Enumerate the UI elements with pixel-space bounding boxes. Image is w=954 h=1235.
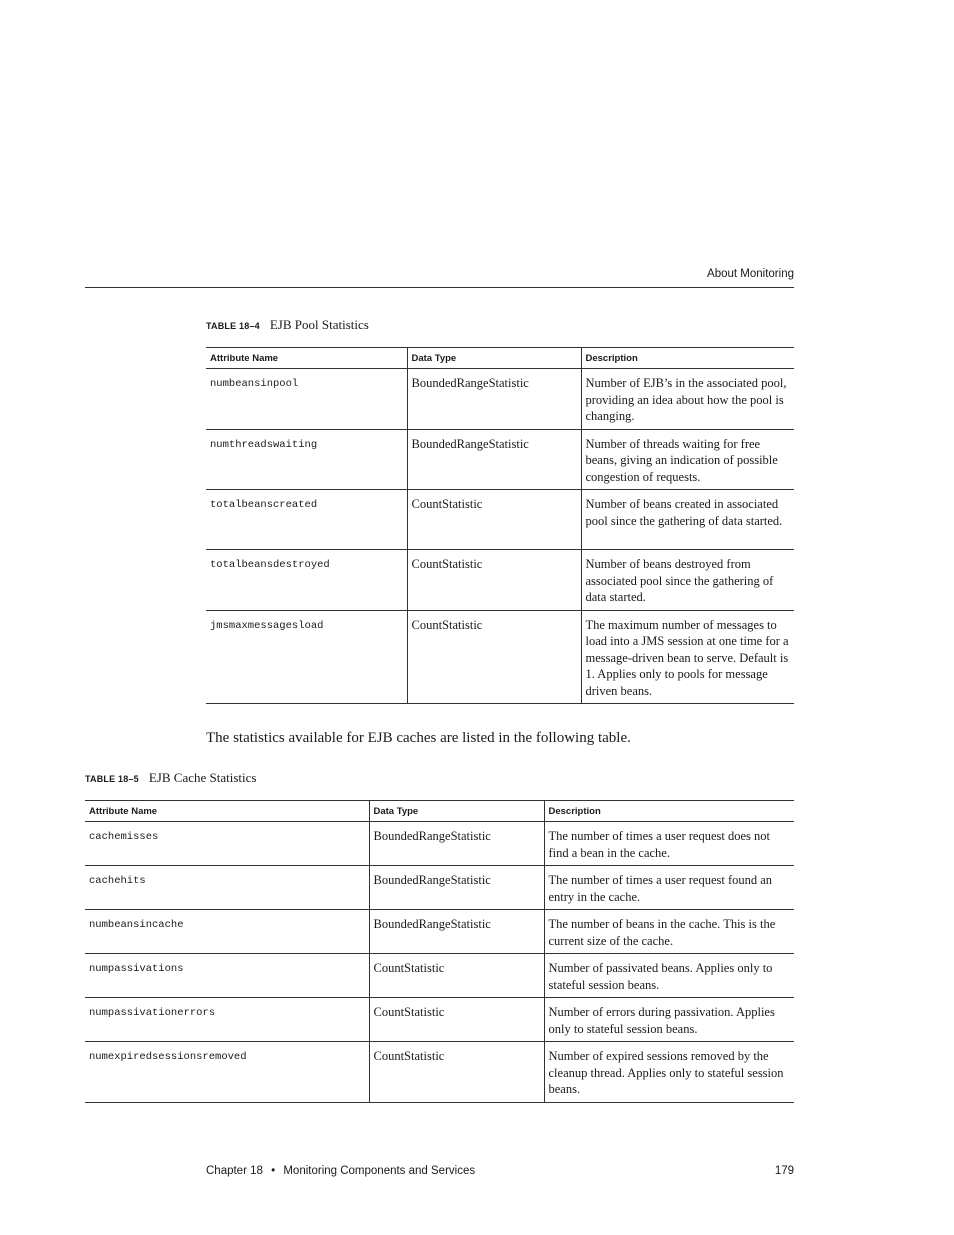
column-header: Data Type bbox=[407, 348, 581, 369]
ejb-cache-statistics-table bbox=[85, 800, 794, 1103]
table-header-row bbox=[85, 801, 794, 822]
data-type-cell: BoundedRangeStatistic bbox=[407, 369, 581, 430]
page-number: 179 bbox=[774, 1165, 794, 1177]
table-row bbox=[206, 369, 794, 430]
data-type-cell: BoundedRangeStatistic bbox=[369, 910, 544, 954]
column-header: Attribute Name bbox=[206, 348, 407, 369]
description-cell: Number of EJB’s in the associated pool, providing an idea about how the pool is changing. bbox=[581, 369, 794, 430]
description-cell: The maximum number of messages to load into a JMS session at one time for a message-driven bean to serve. Default is 1. Applies only to pools for message driven beans. bbox=[581, 610, 794, 704]
running-head: About Monitoring bbox=[85, 268, 794, 288]
description-cell: Number of errors during passivation. Applies only to stateful session beans. bbox=[544, 998, 794, 1042]
body-paragraph: The statistics available for EJB caches are listed in the following table. bbox=[206, 730, 631, 746]
attribute-name-cell: cachemisses bbox=[85, 822, 369, 866]
table-label: TABLE 18–4 bbox=[206, 321, 260, 331]
attribute-name-cell: numpassivations bbox=[85, 954, 369, 998]
description-cell: Number of beans created in associated pool since the gathering of data started. bbox=[581, 490, 794, 550]
table-row bbox=[206, 429, 794, 490]
description-cell: The number of times a user request does not find a bean in the cache. bbox=[544, 822, 794, 866]
attribute-name-cell: numbeansinpool bbox=[206, 369, 407, 430]
data-type-cell: BoundedRangeStatistic bbox=[369, 866, 544, 910]
description-cell: The number of beans in the cache. This is the current size of the cache. bbox=[544, 910, 794, 954]
table-row bbox=[85, 998, 794, 1042]
table-title: EJB Pool Statistics bbox=[269, 317, 369, 332]
footer-chapter: Chapter 18 bbox=[206, 1165, 263, 1177]
description-cell: Number of expired sessions removed by the cleanup thread. Applies only to stateful session beans. bbox=[544, 1042, 794, 1103]
table-row bbox=[85, 954, 794, 998]
column-header: Data Type bbox=[369, 801, 544, 822]
attribute-name-cell: numbeansincache bbox=[85, 910, 369, 954]
data-type-cell: CountStatistic bbox=[407, 610, 581, 704]
table-title: EJB Cache Statistics bbox=[148, 770, 257, 785]
description-cell: Number of threads waiting for free beans, giving an indication of possible congestion of requests. bbox=[581, 429, 794, 490]
column-header: Description bbox=[544, 801, 794, 822]
footer-chapter-title: Monitoring Components and Services bbox=[283, 1165, 476, 1177]
data-type-cell: BoundedRangeStatistic bbox=[369, 822, 544, 866]
description-cell: Number of beans destroyed from associated pool since the gathering of data started. bbox=[581, 550, 794, 611]
page-footer bbox=[206, 1165, 475, 1177]
data-type-cell: CountStatistic bbox=[369, 1042, 544, 1103]
table-row bbox=[85, 910, 794, 954]
table-header-row bbox=[206, 348, 794, 369]
attribute-name-cell: numthreadswaiting bbox=[206, 429, 407, 490]
column-header: Description bbox=[581, 348, 794, 369]
table-row bbox=[85, 822, 794, 866]
column-header: Attribute Name bbox=[85, 801, 369, 822]
data-type-cell: CountStatistic bbox=[407, 550, 581, 611]
data-type-cell: CountStatistic bbox=[407, 490, 581, 550]
attribute-name-cell: totalbeanscreated bbox=[206, 490, 407, 550]
ejb-pool-statistics-table bbox=[206, 347, 794, 704]
attribute-name-cell: numexpiredsessionsremoved bbox=[85, 1042, 369, 1103]
table-row bbox=[85, 866, 794, 910]
attribute-name-cell: totalbeansdestroyed bbox=[206, 550, 407, 611]
attribute-name-cell: cachehits bbox=[85, 866, 369, 910]
table-caption bbox=[206, 317, 369, 333]
table-row bbox=[206, 610, 794, 704]
data-type-cell: CountStatistic bbox=[369, 998, 544, 1042]
table-label: TABLE 18–5 bbox=[85, 774, 139, 784]
attribute-name-cell: numpassivationerrors bbox=[85, 998, 369, 1042]
table-caption bbox=[85, 770, 256, 786]
footer-separator: • bbox=[271, 1165, 276, 1177]
description-cell: The number of times a user request found an entry in the cache. bbox=[544, 866, 794, 910]
table-row bbox=[85, 1042, 794, 1103]
data-type-cell: BoundedRangeStatistic bbox=[407, 429, 581, 490]
table-row bbox=[206, 550, 794, 611]
description-cell: Number of passivated beans. Applies only to stateful session beans. bbox=[544, 954, 794, 998]
attribute-name-cell: jmsmaxmessagesload bbox=[206, 610, 407, 704]
table-row bbox=[206, 490, 794, 550]
data-type-cell: CountStatistic bbox=[369, 954, 544, 998]
